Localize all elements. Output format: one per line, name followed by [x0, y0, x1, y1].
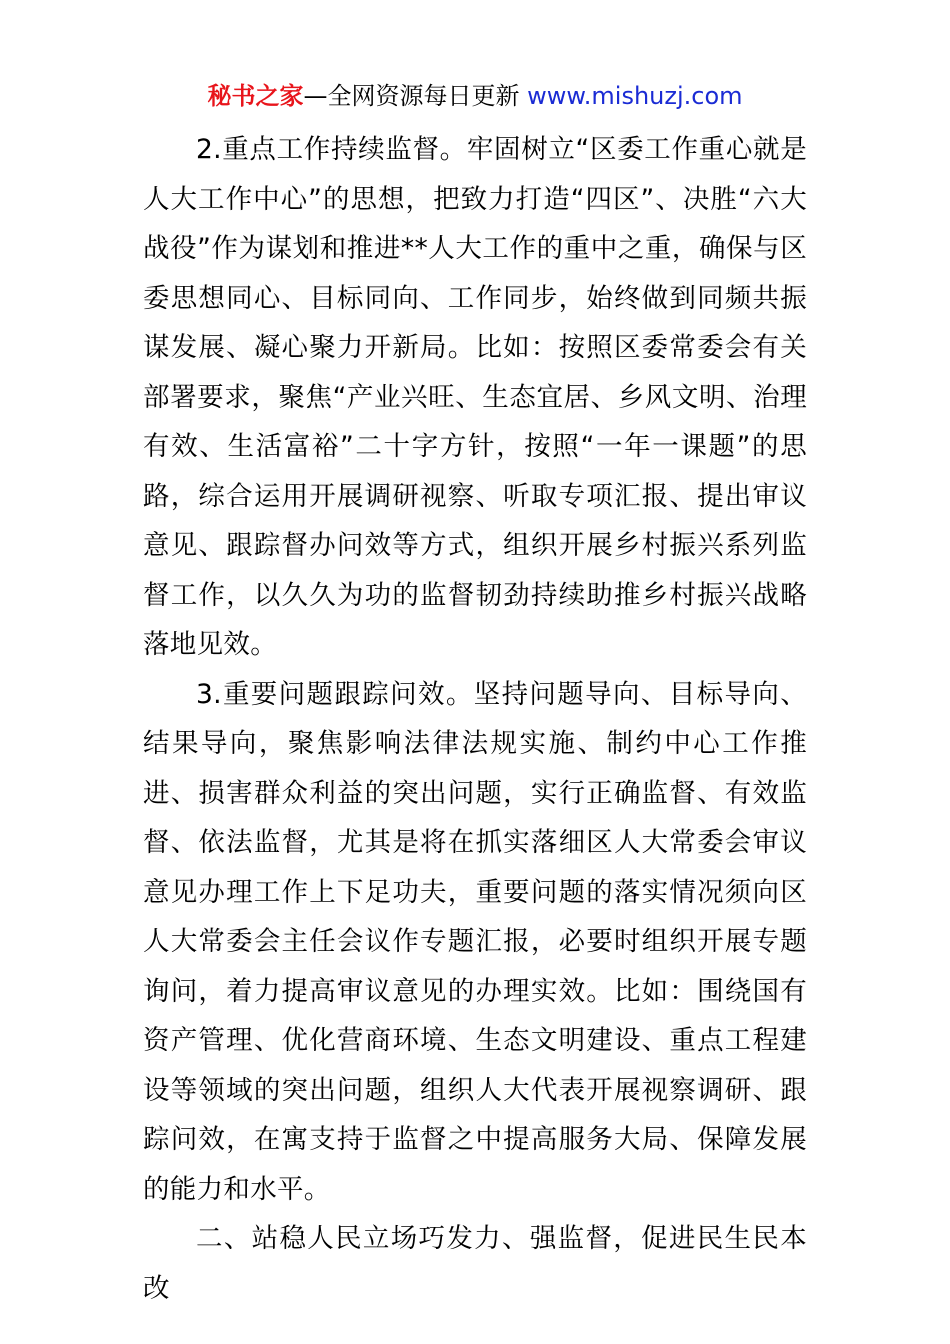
site-banner — [0, 78, 950, 114]
paragraph-issue-tracking: 3.重要问题跟踪问效。坚持问题导向、目标导向、结果导向，聚焦影响法律法规实施、制约中心工作推进、损害群众利益的突出问题，实行正确监督、有效监督、依法监督，尤其是将在抓实落细区人大常委会审议意见办理工作上下足功夫，重要问题的落实情况须向区人大常委会主任会议作专题汇报，必要时组织开展专题询问，着力提高审议意见的办理实效。比如：围绕国有资产管理、优化营商环境、生态文明建设、重点工程建设等领域的突出问题，组织人大代表开展视察调研、跟踪问效，在寓支持于监督之中提高服务大局、保障发展的能力和水平。 — [143, 678, 807, 1205]
paragraph-key-work-supervision: 2.重点工作持续监督。牢固树立“区委工作重心就是人大工作中心”的思想，把致力打造“四区”、决胜“六大战役”作为谋划和推进**人大工作的重中之重，确保与区委思想同心、目标同向、工作同步，始终做到同频共振谋发展、凝心聚力开新局。比如：按照区委常委会有关部署要求，聚焦“产业兴旺、生态宜居、乡风文明、治理有效、生活富裕”二十字方针，按照“一年一课题”的思路，综合运用开展调研视察、听取专项汇报、提出审议意见、跟踪督办问效等方式，组织开展乡村振兴系列监督工作，以久久为功的监督韧劲持续助推乡村振兴战略落地见效。 — [143, 134, 807, 660]
site-url-link[interactable]: www.mishuzj.com — [527, 82, 743, 110]
site-brand: 秘书之家 — [207, 82, 304, 110]
section-heading-people-stance: 二、站稳人民立场巧发力、强监督，促进民生民本改 — [143, 1223, 807, 1304]
document-body — [143, 125, 807, 1313]
site-tagline: —全网资源每日更新 — [303, 82, 528, 110]
